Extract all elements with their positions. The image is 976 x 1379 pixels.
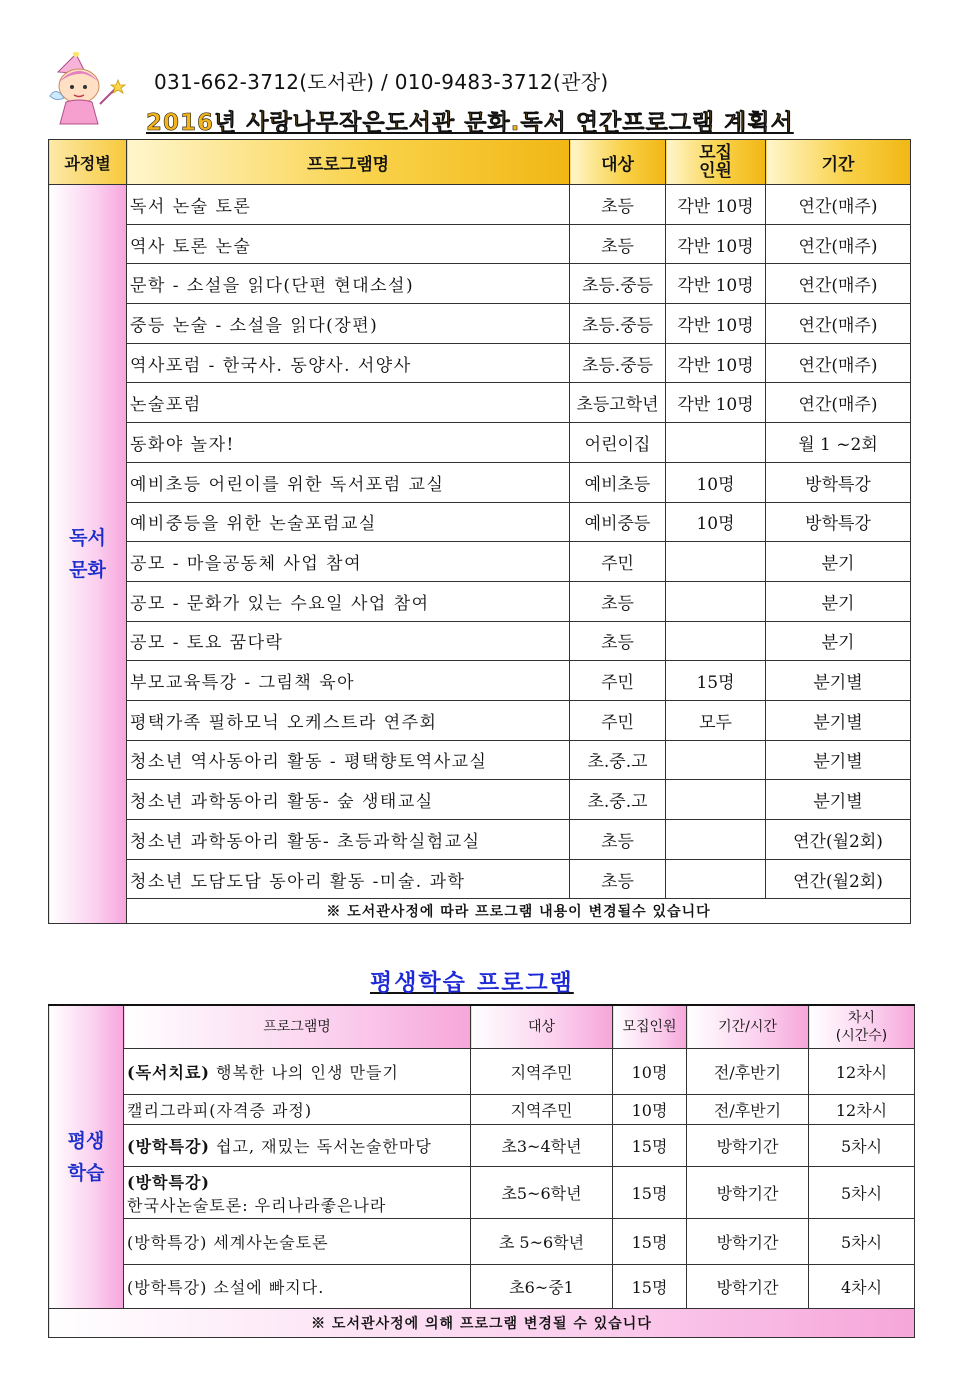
program-recruit: 각반 10명 [666,304,766,344]
program-recruit: 모두 [666,700,766,740]
program-title: 쉽고, 재밌는 독서논술한마당 [209,1137,432,1156]
table-row [49,383,911,423]
program-name: 청소년 도담도담 동아리 활동 -미술. 과학 [127,859,570,899]
program-name: 공모 - 마을공동체 사업 참여 [127,542,570,582]
program-target: 예비초등 [570,462,666,502]
table-row [49,1219,915,1265]
program-period: 방학기간 [687,1219,809,1265]
table-row [49,343,911,383]
program-sessions: 5차시 [809,1167,915,1219]
program-period: 연간(매주) [766,185,911,225]
table-row [49,780,911,820]
program-target: 지역주민 [471,1095,613,1125]
program-title: (방학특강) 소설에 빠지다. [127,1278,325,1297]
program-recruit: 10명 [613,1049,687,1095]
lifelong-section-title: 평생학습 프로그램 [370,970,574,996]
program-recruit: 각반 10명 [666,185,766,225]
table-row [49,542,911,582]
page-title: 2016년 사랑나무작은도서관 문화.독서 연간프로그램 계획서 [146,110,794,136]
header-sessions: 차시 (시간수) [809,1005,915,1049]
program-period: 방학기간 [687,1125,809,1167]
program-target: 어린이집 [570,423,666,463]
program-name: 청소년 역사동아리 활동 - 평택향토역사교실 [127,740,570,780]
program-target: 초6~중1 [471,1265,613,1309]
program-name: 역사 토론 논술 [127,224,570,264]
program-target: 주민 [570,661,666,701]
program-name [124,1049,471,1095]
program-target: 주민 [570,700,666,740]
program-target: 초3~4학년 [471,1125,613,1167]
program-target: 초등.중등 [570,264,666,304]
contact-phone-numbers: 031-662-3712(도서관) / 010-9483-3712(관장) [154,70,609,94]
program-target: 초등 [570,859,666,899]
table-row [49,304,911,344]
program-title: 캘리그라피(자격증 과정) [127,1101,313,1120]
program-sessions: 5차시 [809,1125,915,1167]
table-note: ※ 도서관사정에 따라 프로그램 내용이 변경될수 있습니다 [127,899,911,924]
program-name: 청소년 과학동아리 활동- 초등과학실험교실 [127,820,570,860]
program-target: 초등.중등 [570,304,666,344]
table-row [49,859,911,899]
program-name [124,1219,471,1265]
program-name: 부모교육특강 - 그림책 육아 [127,661,570,701]
header-period: 기간 [766,140,911,185]
program-target: 지역주민 [471,1049,613,1095]
program-recruit [666,820,766,860]
table-row [49,185,911,225]
program-name [124,1095,471,1125]
program-period: 연간(매주) [766,343,911,383]
header-program-name: 프로그램명 [124,1005,471,1049]
program-recruit: 15명 [613,1265,687,1309]
program-period: 전/후반기 [687,1049,809,1095]
table-note-row [49,1309,915,1338]
program-recruit: 각반 10명 [666,343,766,383]
program-recruit: 10명 [666,502,766,542]
fairy-mascot-icon [46,52,138,126]
program-target: 초등 [570,820,666,860]
program-period: 방학특강 [766,502,911,542]
reading-culture-table [48,139,911,924]
program-period: 전/후반기 [687,1095,809,1125]
program-period: 분기 [766,621,911,661]
program-name [124,1265,471,1309]
table-row [49,621,911,661]
program-target: 초등고학년 [570,383,666,423]
program-name: 공모 - 문화가 있는 수요일 사업 참여 [127,581,570,621]
table-row [49,462,911,502]
program-target: 초등 [570,224,666,264]
category-label: 평생 학습 [49,1005,124,1309]
header-period: 기간/시간 [687,1005,809,1049]
program-target: 초등 [570,185,666,225]
program-name [124,1167,471,1219]
table-row [49,1167,915,1219]
program-sessions: 12차시 [809,1049,915,1095]
program-period: 방학기간 [687,1167,809,1219]
table-note-row [49,899,911,924]
program-sessions: 4차시 [809,1265,915,1309]
program-recruit [666,740,766,780]
program-period: 월 1 ~2회 [766,423,911,463]
program-period: 분기 [766,542,911,582]
program-name: 공모 - 토요 꿈다락 [127,621,570,661]
program-recruit [666,542,766,582]
program-name: 독서 논술 토론 [127,185,570,225]
program-recruit: 10명 [613,1095,687,1125]
table-note: ※ 도서관사정에 의해 프로그램 변경될 수 있습니다 [49,1309,915,1338]
program-name: 문학 - 소설을 읽다(단편 현대소설) [127,264,570,304]
table-row [49,1265,915,1309]
table-row [49,1049,915,1095]
program-recruit [666,621,766,661]
program-period: 방학특강 [766,462,911,502]
program-title: (방학특강) 세계사논술토론 [127,1233,329,1252]
table-row [49,700,911,740]
program-period: 방학기간 [687,1265,809,1309]
table-row [49,264,911,304]
program-recruit: 각반 10명 [666,383,766,423]
program-title: 행복한 나의 인생 만들기 [209,1063,399,1082]
program-recruit: 15명 [613,1167,687,1219]
header-target: 대상 [471,1005,613,1049]
program-target: 예비중등 [570,502,666,542]
program-recruit: 15명 [613,1125,687,1167]
program-name [124,1125,471,1167]
header-row [49,1005,915,1049]
program-period: 연간(월2회) [766,820,911,860]
program-recruit: 10명 [666,462,766,502]
header-program-name: 프로그램명 [127,140,570,185]
program-period: 연간(매주) [766,383,911,423]
table-row [49,581,911,621]
program-recruit [666,780,766,820]
program-name: 역사포럼 - 한국사. 동양사. 서양사 [127,343,570,383]
program-target: 초5~6학년 [471,1167,613,1219]
table-row [49,820,911,860]
program-target: 초 5~6학년 [471,1219,613,1265]
program-recruit: 15명 [666,661,766,701]
program-name: 예비중등을 위한 논술포럼교실 [127,502,570,542]
program-target: 초.중.고 [570,740,666,780]
program-recruit: 각반 10명 [666,264,766,304]
program-tag: (방학특강) [127,1172,210,1192]
program-period: 분기별 [766,780,911,820]
program-period: 연간(월2회) [766,859,911,899]
header-recruit: 모집 인원 [666,140,766,185]
program-sessions: 5차시 [809,1219,915,1265]
program-period: 분기 [766,581,911,621]
table-row [49,224,911,264]
program-target: 초등 [570,621,666,661]
header-target: 대상 [570,140,666,185]
program-recruit: 15명 [613,1219,687,1265]
program-period: 연간(매주) [766,224,911,264]
program-period: 연간(매주) [766,304,911,344]
program-target: 초등 [570,581,666,621]
table-row [49,423,911,463]
program-tag: (독서치료) [127,1063,210,1082]
table-row [49,661,911,701]
program-recruit [666,859,766,899]
table-row [49,740,911,780]
program-period: 분기별 [766,740,911,780]
program-recruit [666,423,766,463]
program-period: 분기별 [766,700,911,740]
table-row [49,502,911,542]
program-title: 한국사논술토론: 우리나라좋은나라 [127,1195,387,1215]
program-tag: (방학특강) [127,1137,210,1156]
table-row [49,1095,915,1125]
program-recruit [666,581,766,621]
program-name: 예비초등 어린이를 위한 독서포럼 교실 [127,462,570,502]
program-name: 청소년 과학동아리 활동- 숲 생태교실 [127,780,570,820]
program-period: 연간(매주) [766,264,911,304]
program-target: 주민 [570,542,666,582]
program-recruit: 각반 10명 [666,224,766,264]
program-period: 분기별 [766,661,911,701]
program-name: 평택가족 필하모닉 오케스트라 연주회 [127,700,570,740]
program-name: 논술포럼 [127,383,570,423]
program-name: 동화야 놀자! [127,423,570,463]
program-name: 중등 논술 - 소설을 읽다(장편) [127,304,570,344]
category-label: 독서 문화 [49,185,127,924]
header-category: 과정별 [49,140,127,185]
program-target: 초등.중등 [570,343,666,383]
header-recruit: 모집인원 [613,1005,687,1049]
lifelong-learning-table [48,1004,915,1338]
program-target: 초.중.고 [570,780,666,820]
program-sessions: 12차시 [809,1095,915,1125]
table-row [49,1125,915,1167]
